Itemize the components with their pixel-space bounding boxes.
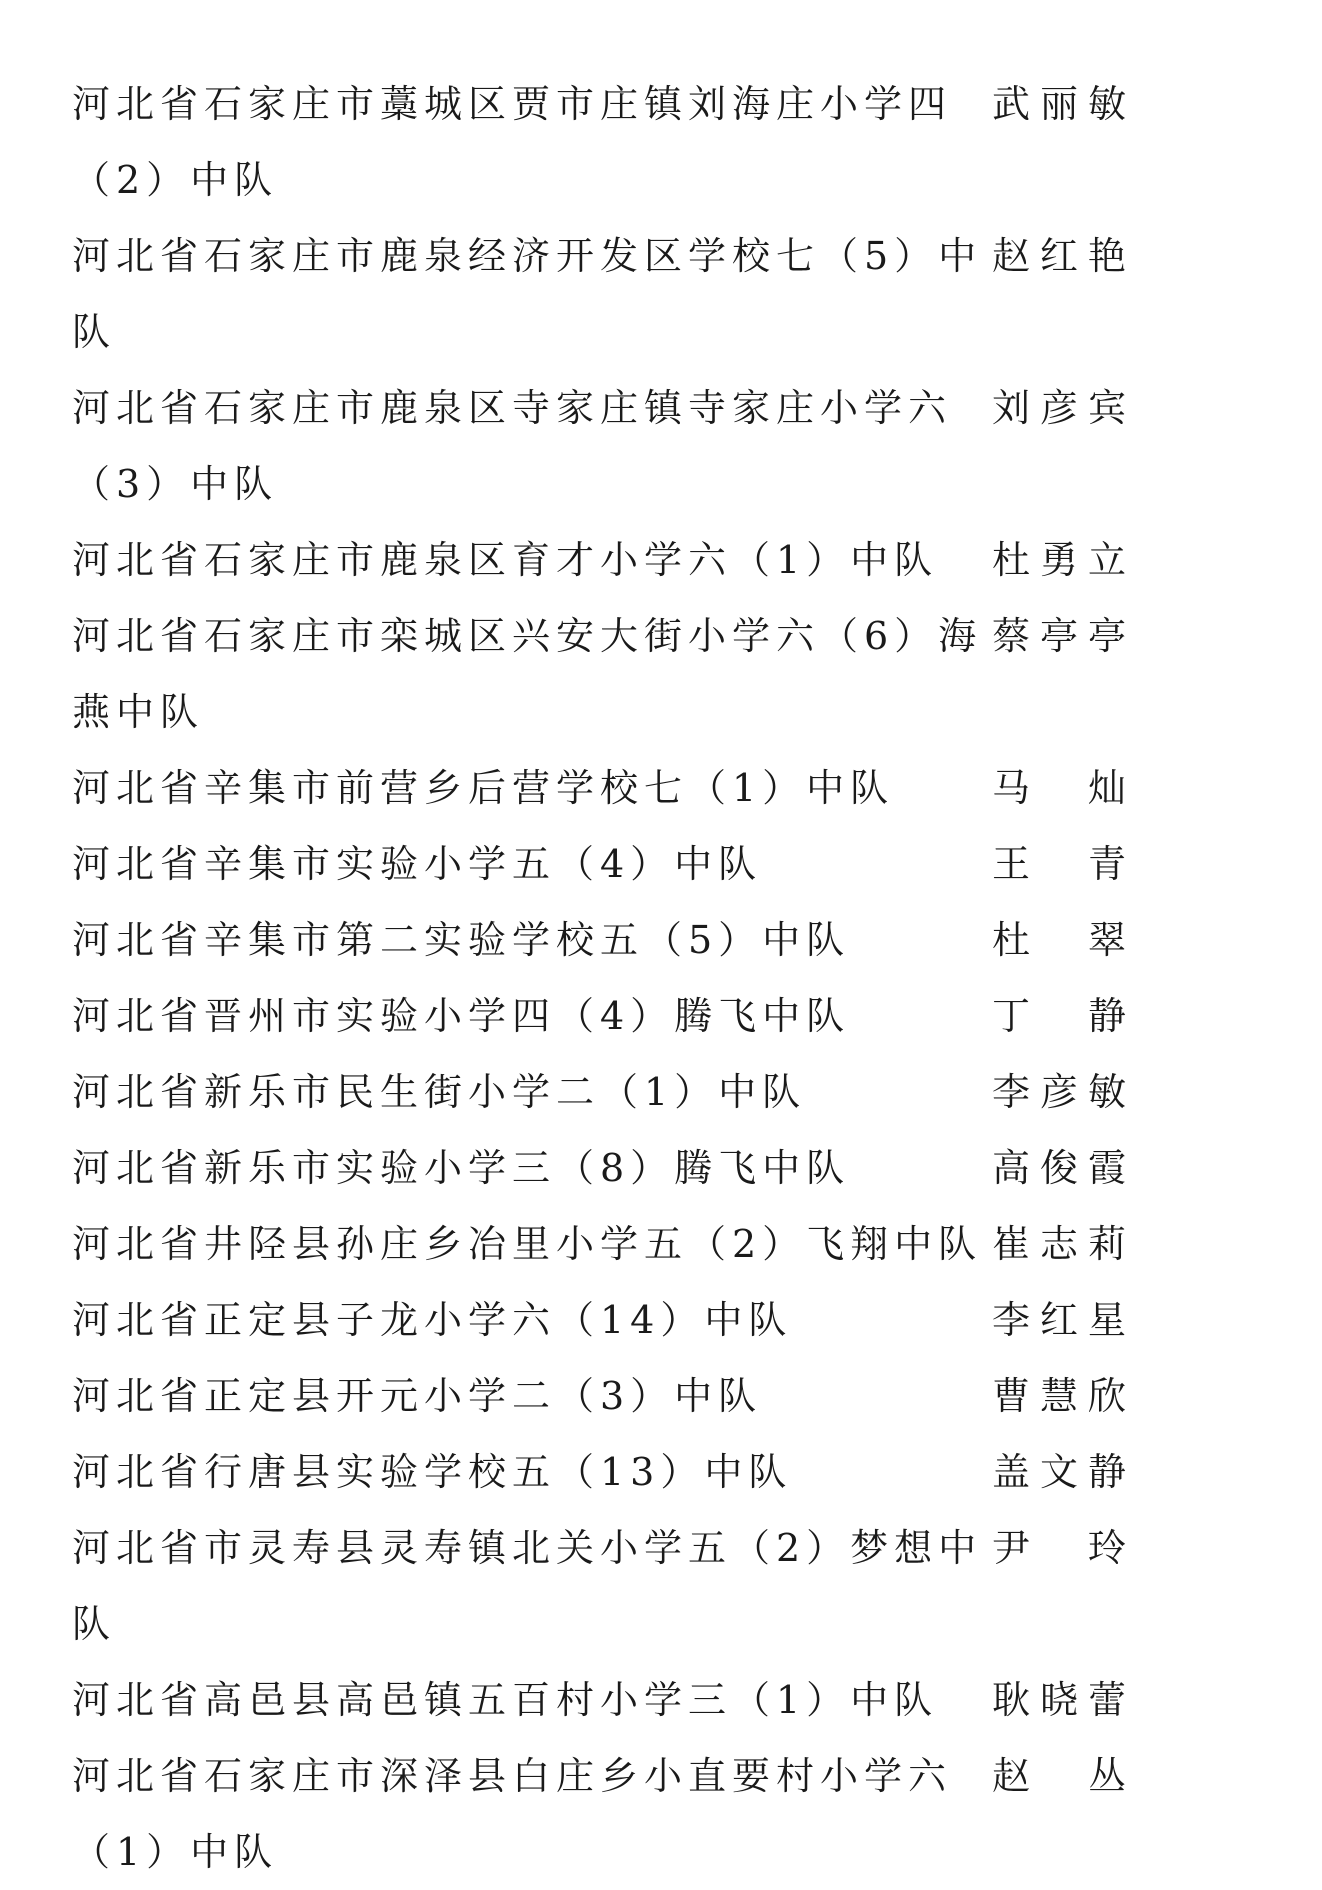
unit-name: 河北省市灵寿县灵寿镇北关小学五（2）梦想中队 <box>72 1526 983 1646</box>
list-row <box>72 1510 1202 1662</box>
counselor-name: 盖文静 <box>992 1450 1132 1494</box>
list-row <box>72 1358 1202 1434</box>
counselor-name: 李彦敏 <box>992 1070 1132 1114</box>
counselor-name: 丁 静 <box>992 994 1132 1038</box>
counselor-name: 蔡亭亭 <box>992 614 1132 658</box>
counselor-name: 武丽敏 <box>992 82 1132 126</box>
unit-name: 河北省石家庄市栾城区兴安大街小学六（6）海燕中队 <box>72 614 983 734</box>
unit-name: 河北省正定县开元小学二（3）中队 <box>72 1374 763 1418</box>
unit-name: 河北省石家庄市鹿泉经济开发区学校七（5）中队 <box>72 234 983 354</box>
counselor-name: 刘彦宾 <box>992 386 1132 430</box>
counselor-name: 高俊霞 <box>992 1146 1132 1190</box>
list-row <box>72 522 1202 598</box>
unit-name: 河北省高邑县高邑镇五百村小学三（1）中队 <box>72 1678 939 1722</box>
list-row <box>72 1434 1202 1510</box>
counselor-name: 马 灿 <box>992 766 1132 810</box>
counselor-name: 赵红艳 <box>992 234 1132 278</box>
unit-name: 河北省辛集市实验小学五（4）中队 <box>72 842 763 886</box>
list-row <box>72 370 1202 522</box>
list-row <box>72 1662 1202 1738</box>
list-row <box>72 218 1202 370</box>
list-row <box>72 1282 1202 1358</box>
list-row <box>72 978 1202 1054</box>
list-row <box>72 1130 1202 1206</box>
honor-list <box>72 66 1202 1890</box>
unit-name: 河北省石家庄市藁城区贾市庄镇刘海庄小学四（2）中队 <box>72 82 953 202</box>
counselor-name: 尹 玲 <box>992 1526 1132 1570</box>
unit-name: 河北省石家庄市深泽县白庄乡小直要村小学六（1）中队 <box>72 1754 953 1874</box>
list-row <box>72 826 1202 902</box>
list-row <box>72 750 1202 826</box>
unit-name: 河北省行唐县实验学校五（13）中队 <box>72 1450 793 1494</box>
list-row <box>72 1054 1202 1130</box>
list-row <box>72 598 1202 750</box>
counselor-name: 曹慧欣 <box>992 1374 1132 1418</box>
counselor-name: 王 青 <box>992 842 1132 886</box>
unit-name: 河北省石家庄市鹿泉区寺家庄镇寺家庄小学六（3）中队 <box>72 386 953 506</box>
list-row <box>72 902 1202 978</box>
counselor-name: 赵 丛 <box>992 1754 1132 1798</box>
unit-name: 河北省新乐市实验小学三（8）腾飞中队 <box>72 1146 851 1190</box>
counselor-name: 杜勇立 <box>992 538 1132 582</box>
counselor-name: 耿晓蕾 <box>992 1678 1132 1722</box>
counselor-name: 杜 翠 <box>992 918 1132 962</box>
unit-name: 河北省井陉县孙庄乡冶里小学五（2）飞翔中队 <box>72 1222 983 1266</box>
unit-name: 河北省石家庄市鹿泉区育才小学六（1）中队 <box>72 538 939 582</box>
unit-name: 河北省辛集市前营乡后营学校七（1）中队 <box>72 766 895 810</box>
unit-name: 河北省晋州市实验小学四（4）腾飞中队 <box>72 994 851 1038</box>
unit-name: 河北省辛集市第二实验学校五（5）中队 <box>72 918 851 962</box>
list-row <box>72 1738 1202 1890</box>
list-row <box>72 66 1202 218</box>
unit-name: 河北省正定县子龙小学六（14）中队 <box>72 1298 793 1342</box>
list-row <box>72 1206 1202 1282</box>
unit-name: 河北省新乐市民生街小学二（1）中队 <box>72 1070 807 1114</box>
counselor-name: 李红星 <box>992 1298 1132 1342</box>
counselor-name: 崔志莉 <box>992 1222 1132 1266</box>
